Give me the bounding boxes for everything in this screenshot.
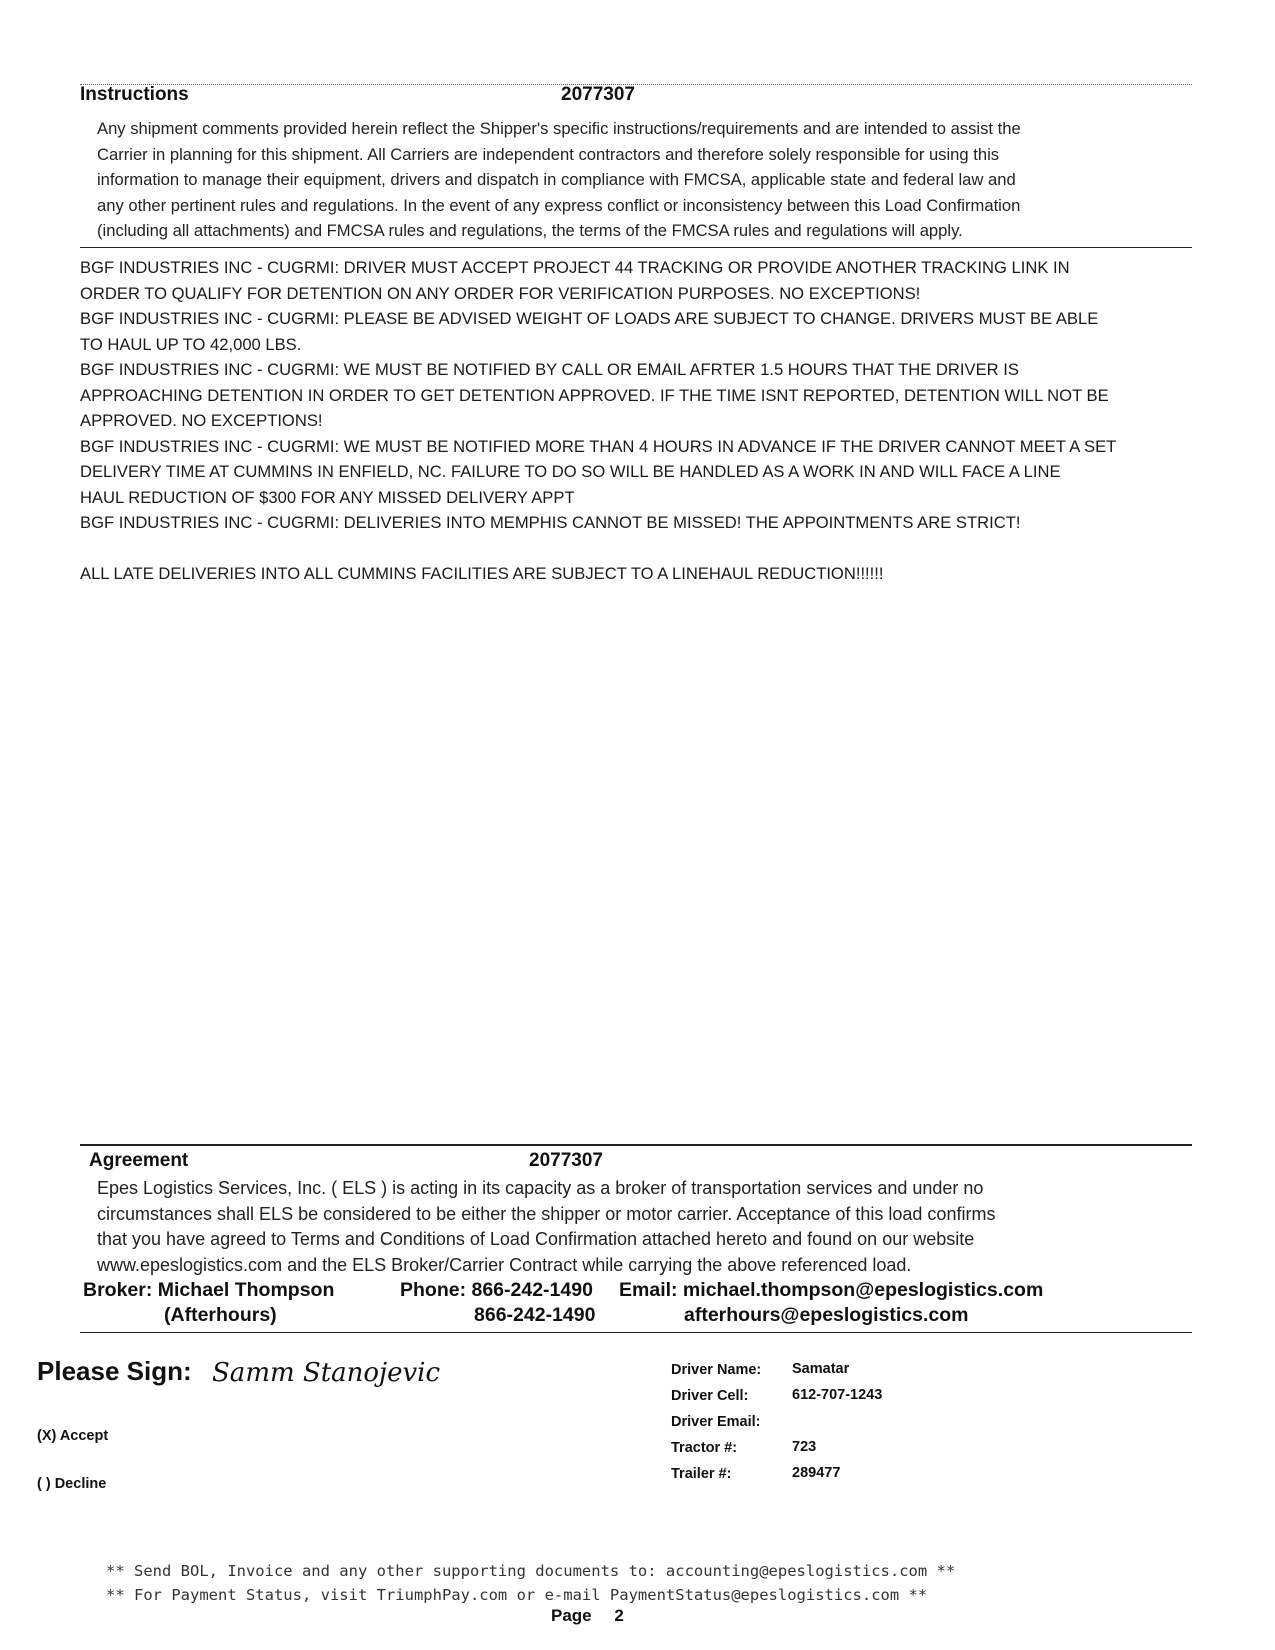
driver-cell-label: Driver Cell: [671,1388,749,1404]
instructions-top-rule [80,84,1192,85]
driver-name-label: Driver Name: [671,1362,762,1378]
instructions-text [97,116,1177,244]
shipper-note-line: ORDER TO QUALIFY FOR DETENTION ON ANY ORDER FOR VERIFICATION PURPOSES. NO EXCEPTIONS! [80,283,921,303]
driver-name-value: Samatar [792,1361,850,1377]
instructions-line: Any shipment comments provided herein reflect the Shipper's specific instructions/requirements and are intended to assist the [97,119,1021,138]
page-number: 2 [614,1606,624,1625]
trailer-value: 289477 [792,1465,841,1481]
agreement-line: circumstances shall ELS be considered to be either the shipper or motor carrier. Acceptance of this load confirms [97,1203,996,1224]
driver-email-label: Driver Email: [671,1414,761,1430]
shipper-note-line: APPROACHING DETENTION IN ORDER TO GET DETENTION APPROVED. IF THE TIME ISNT REPORTED, DETENTION WILL NOT BE [80,385,1109,405]
afterhours-phone: 866-242-1490 [474,1304,596,1326]
shipper-note-line: BGF INDUSTRIES INC - CUGRMI: DRIVER MUST ACCEPT PROJECT 44 TRACKING OR PROVIDE ANOTHER TRACKING LINK IN [80,258,1070,277]
shipper-note-line: TO HAUL UP TO 42,000 LBS. [80,334,302,354]
instructions-line: (including all attachments) and FMCSA rules and regulations, the terms of the FMCSA rules and regulations will apply. [97,221,963,240]
shipper-note-line: BGF INDUSTRIES INC - CUGRMI: WE MUST BE NOTIFIED BY CALL OR EMAIL AFRTER 1.5 HOURS THAT THE DRIVER IS [80,360,1019,379]
agreement-text [97,1176,1157,1278]
instructions-load-number: 2077307 [561,84,635,105]
driver-name-row [671,1361,951,1387]
agreement-line: that you have agreed to Terms and Conditions of Load Confirmation attached hereto and found on our website [97,1229,975,1249]
footer-payment-note: ** For Payment Status, visit TriumphPay.com or e-mail PaymentStatus@epeslogistics.com ** [106,1586,928,1604]
agreement-line: Epes Logistics Services, Inc. ( ELS ) is acting in its capacity as a broker of transportation services and under no [97,1178,984,1198]
shipper-note-line: APPROVED. NO EXCEPTIONS! [80,411,323,430]
shipper-note-line: DELIVERY TIME AT CUMMINS IN ENFIELD, NC. FAILURE TO DO SO WILL BE HANDLED AS A WORK IN AND WILL FACE A LINE [80,462,1061,481]
broker-phone: Phone: 866-242-1490 [400,1279,593,1301]
shipper-note-line: BGF INDUSTRIES INC - CUGRMI: DELIVERIES INTO MEMPHIS CANNOT BE MISSED! THE APPOINTMENTS ARE STRICT! [80,513,1021,532]
page-label: Page [551,1606,592,1625]
agreement-bottom-rule [80,1332,1192,1333]
shipper-note-line: HAUL REDUCTION OF $300 FOR ANY MISSED DELIVERY APPT [80,487,575,507]
driver-cell-value: 612-707-1243 [792,1387,883,1403]
agreement-title: Agreement [89,1150,189,1171]
broker-name: Broker: Michael Thompson [83,1279,335,1301]
trailer-row [671,1465,951,1491]
please-sign-label: Please Sign: [37,1356,192,1386]
shipper-notes-rule [80,247,1192,248]
driver-details [671,1361,951,1491]
broker-email: Email: michael.thompson@epeslogistics.com [619,1279,1044,1301]
tractor-row [671,1439,951,1465]
tractor-label: Tractor #: [671,1440,738,1456]
tractor-value: 723 [792,1439,817,1455]
agreement-top-rule [80,1144,1192,1146]
shipper-note-line: BGF INDUSTRIES INC - CUGRMI: WE MUST BE NOTIFIED MORE THAN 4 HOURS IN ADVANCE IF THE DRIVER CANNOT MEET A SET [80,436,1117,456]
instructions-line: any other pertinent rules and regulations. In the event of any express conflict or inconsistency between this Load Confirmation [97,195,1021,215]
shipper-note-line [80,536,1260,562]
trailer-label: Trailer #: [671,1466,732,1482]
signature: Samm Stanojevic [212,1358,441,1388]
decline-option[interactable]: ( ) Decline [37,1476,107,1492]
afterhours-label: (Afterhours) [164,1304,277,1326]
driver-cell-row [671,1387,951,1413]
shipper-note-line: ALL LATE DELIVERIES INTO ALL CUMMINS FACILITIES ARE SUBJECT TO A LINEHAUL REDUCTION!!!!!! [80,564,884,583]
agreement-load-number: 2077307 [529,1150,603,1171]
instructions-line: information to manage their equipment, drivers and dispatch in compliance with FMCSA, applicable state and federal law and [97,170,1016,189]
shipper-notes [80,255,1260,587]
page-indicator [551,1606,624,1626]
shipper-note-line: BGF INDUSTRIES INC - CUGRMI: PLEASE BE ADVISED WEIGHT OF LOADS ARE SUBJECT TO CHANGE. DRIVERS MUST BE ABLE [80,309,1099,328]
footer-documents-note: ** Send BOL, Invoice and any other supporting documents to: accounting@epeslogistics.com ** [106,1562,956,1580]
accept-option[interactable]: (X) Accept [37,1428,109,1444]
instructions-line: Carrier in planning for this shipment. All Carriers are independent contractors and therefore solely responsible for using this [97,144,1000,164]
afterhours-email: afterhours@epeslogistics.com [684,1304,969,1326]
driver-email-row [671,1413,951,1439]
agreement-line: www.epeslogistics.com and the ELS Broker/Carrier Contract while carrying the above referenced load. [97,1254,912,1275]
instructions-title: Instructions [80,84,189,105]
